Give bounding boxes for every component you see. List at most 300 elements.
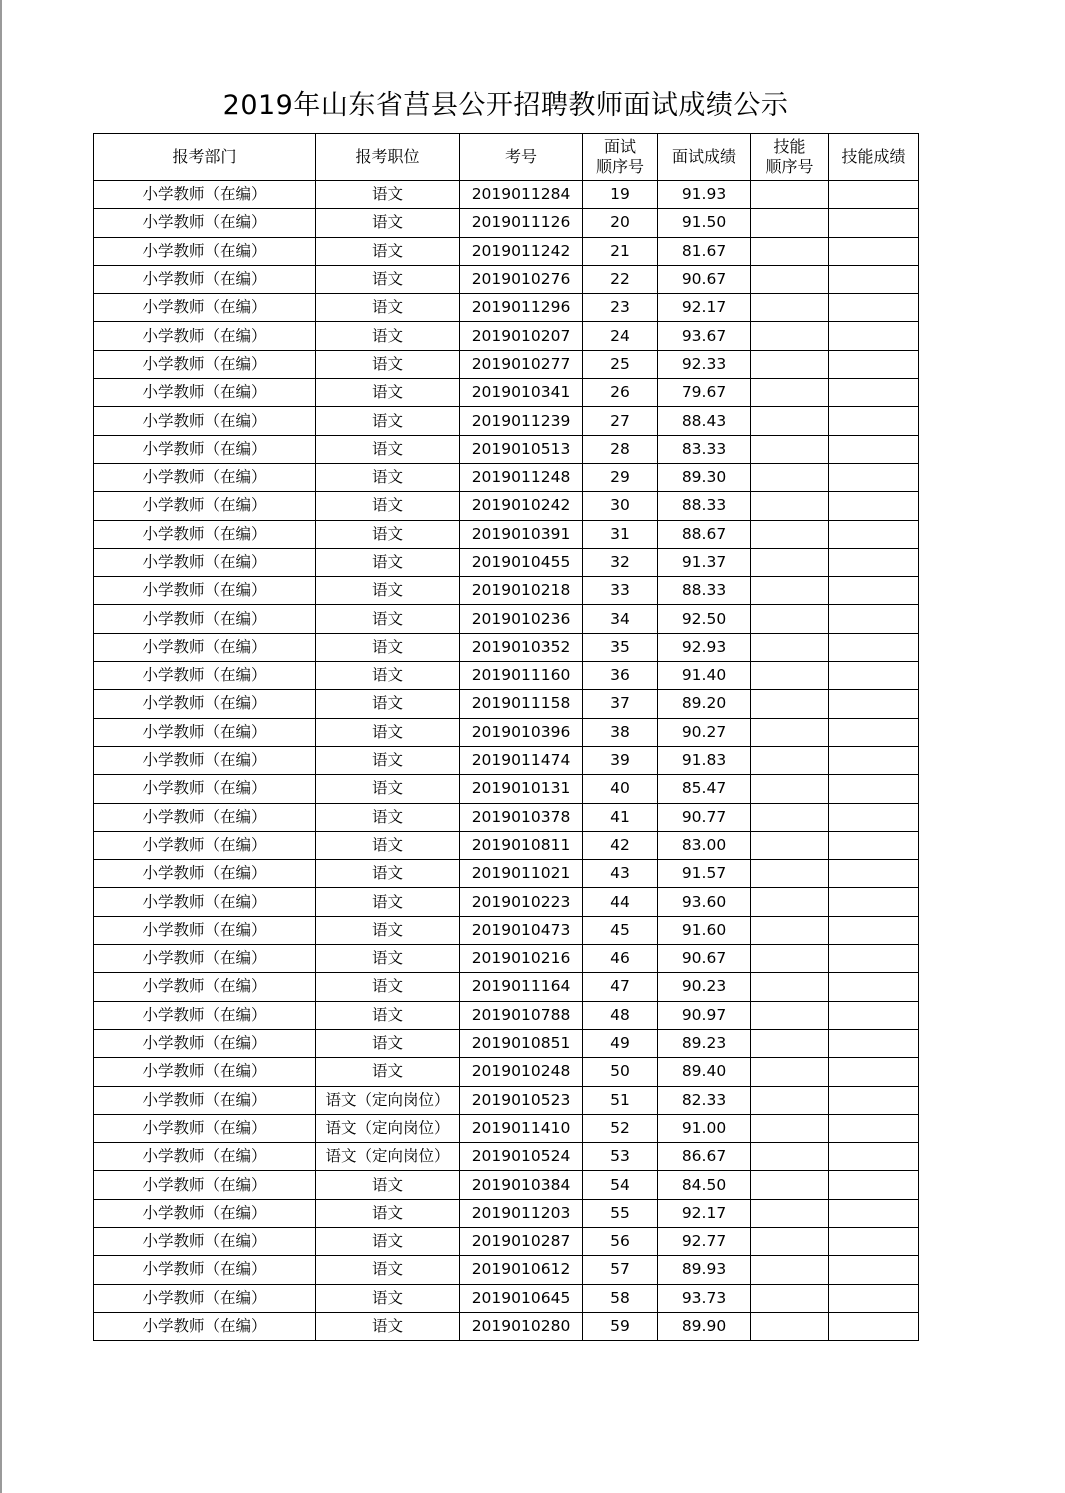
cell-position: 语文 bbox=[316, 916, 460, 944]
cell-skill-order bbox=[751, 407, 829, 435]
cell-exam-no: 2019011410 bbox=[460, 1114, 583, 1142]
header-skill-score: 技能成绩 bbox=[829, 134, 919, 181]
cell-dept: 小学教师（在编） bbox=[94, 1256, 316, 1284]
table-row bbox=[94, 237, 919, 265]
cell-skill-order bbox=[751, 265, 829, 293]
table-row bbox=[94, 1312, 919, 1340]
cell-skill-score bbox=[829, 350, 919, 378]
cell-interview-score: 91.83 bbox=[658, 746, 751, 774]
cell-position: 语文 bbox=[316, 718, 460, 746]
table-row bbox=[94, 1029, 919, 1057]
table-row bbox=[94, 746, 919, 774]
cell-exam-no: 2019010391 bbox=[460, 520, 583, 548]
cell-interview-order: 49 bbox=[583, 1029, 658, 1057]
cell-position: 语文 bbox=[316, 1312, 460, 1340]
cell-position: 语文 bbox=[316, 1227, 460, 1255]
cell-dept: 小学教师（在编） bbox=[94, 265, 316, 293]
cell-interview-score: 92.50 bbox=[658, 605, 751, 633]
cell-skill-order bbox=[751, 803, 829, 831]
cell-dept: 小学教师（在编） bbox=[94, 1171, 316, 1199]
cell-dept: 小学教师（在编） bbox=[94, 1227, 316, 1255]
cell-interview-order: 43 bbox=[583, 860, 658, 888]
cell-dept: 小学教师（在编） bbox=[94, 407, 316, 435]
cell-interview-order: 25 bbox=[583, 350, 658, 378]
table-row bbox=[94, 803, 919, 831]
cell-skill-score bbox=[829, 1001, 919, 1029]
cell-dept: 小学教师（在编） bbox=[94, 1001, 316, 1029]
cell-skill-score bbox=[829, 1143, 919, 1171]
cell-exam-no: 2019010276 bbox=[460, 265, 583, 293]
cell-skill-order bbox=[751, 1114, 829, 1142]
cell-skill-order bbox=[751, 350, 829, 378]
cell-position: 语文 bbox=[316, 209, 460, 237]
cell-skill-order bbox=[751, 209, 829, 237]
cell-position: 语文 bbox=[316, 775, 460, 803]
cell-exam-no: 2019010207 bbox=[460, 322, 583, 350]
table-row bbox=[94, 973, 919, 1001]
cell-skill-score bbox=[829, 1029, 919, 1057]
cell-interview-order: 52 bbox=[583, 1114, 658, 1142]
table-row bbox=[94, 718, 919, 746]
table-row bbox=[94, 1256, 919, 1284]
cell-exam-no: 2019011239 bbox=[460, 407, 583, 435]
cell-dept: 小学教师（在编） bbox=[94, 294, 316, 322]
cell-dept: 小学教师（在编） bbox=[94, 492, 316, 520]
cell-dept: 小学教师（在编） bbox=[94, 662, 316, 690]
cell-exam-no: 2019010645 bbox=[460, 1284, 583, 1312]
cell-dept: 小学教师（在编） bbox=[94, 1143, 316, 1171]
cell-skill-score bbox=[829, 1171, 919, 1199]
cell-interview-score: 89.93 bbox=[658, 1256, 751, 1284]
cell-interview-score: 92.77 bbox=[658, 1227, 751, 1255]
cell-interview-order: 40 bbox=[583, 775, 658, 803]
cell-dept: 小学教师（在编） bbox=[94, 463, 316, 491]
cell-interview-score: 89.23 bbox=[658, 1029, 751, 1057]
cell-position: 语文 bbox=[316, 379, 460, 407]
cell-skill-score bbox=[829, 831, 919, 859]
cell-position: 语文 bbox=[316, 831, 460, 859]
cell-position: 语文（定向岗位） bbox=[316, 1114, 460, 1142]
cell-skill-order bbox=[751, 718, 829, 746]
cell-dept: 小学教师（在编） bbox=[94, 831, 316, 859]
cell-dept: 小学教师（在编） bbox=[94, 633, 316, 661]
table-row bbox=[94, 407, 919, 435]
cell-exam-no: 2019010277 bbox=[460, 350, 583, 378]
cell-position: 语文 bbox=[316, 265, 460, 293]
cell-position: 语文 bbox=[316, 181, 460, 209]
cell-skill-score bbox=[829, 322, 919, 350]
cell-dept: 小学教师（在编） bbox=[94, 888, 316, 916]
cell-interview-score: 93.67 bbox=[658, 322, 751, 350]
cell-position: 语文 bbox=[316, 945, 460, 973]
table-row bbox=[94, 577, 919, 605]
cell-position: 语文 bbox=[316, 605, 460, 633]
cell-interview-score: 85.47 bbox=[658, 775, 751, 803]
interview-score-table bbox=[93, 133, 919, 1341]
cell-skill-order bbox=[751, 1058, 829, 1086]
cell-dept: 小学教师（在编） bbox=[94, 1199, 316, 1227]
header-dept: 报考部门 bbox=[94, 134, 316, 181]
cell-skill-order bbox=[751, 888, 829, 916]
cell-dept: 小学教师（在编） bbox=[94, 1114, 316, 1142]
cell-dept: 小学教师（在编） bbox=[94, 605, 316, 633]
cell-skill-score bbox=[829, 1284, 919, 1312]
cell-position: 语文 bbox=[316, 492, 460, 520]
cell-skill-score bbox=[829, 237, 919, 265]
table-row bbox=[94, 1227, 919, 1255]
table-row bbox=[94, 1171, 919, 1199]
cell-interview-order: 51 bbox=[583, 1086, 658, 1114]
cell-interview-order: 58 bbox=[583, 1284, 658, 1312]
table-row bbox=[94, 265, 919, 293]
cell-interview-score: 92.17 bbox=[658, 294, 751, 322]
cell-interview-score: 90.27 bbox=[658, 718, 751, 746]
cell-exam-no: 2019010242 bbox=[460, 492, 583, 520]
cell-position: 语文（定向岗位） bbox=[316, 1143, 460, 1171]
cell-skill-order bbox=[751, 690, 829, 718]
cell-skill-order bbox=[751, 1029, 829, 1057]
cell-skill-order bbox=[751, 1256, 829, 1284]
cell-interview-order: 47 bbox=[583, 973, 658, 1001]
cell-skill-score bbox=[829, 1086, 919, 1114]
header-skill-order-line2: 顺序号 bbox=[765, 157, 814, 176]
cell-interview-score: 93.60 bbox=[658, 888, 751, 916]
cell-interview-order: 21 bbox=[583, 237, 658, 265]
cell-dept: 小学教师（在编） bbox=[94, 1058, 316, 1086]
cell-position: 语文 bbox=[316, 1029, 460, 1057]
cell-interview-order: 36 bbox=[583, 662, 658, 690]
cell-exam-no: 2019010216 bbox=[460, 945, 583, 973]
cell-skill-order bbox=[751, 775, 829, 803]
cell-dept: 小学教师（在编） bbox=[94, 350, 316, 378]
cell-position: 语文 bbox=[316, 350, 460, 378]
cell-interview-order: 53 bbox=[583, 1143, 658, 1171]
cell-interview-score: 86.67 bbox=[658, 1143, 751, 1171]
cell-skill-score bbox=[829, 1114, 919, 1142]
cell-interview-order: 24 bbox=[583, 322, 658, 350]
cell-skill-order bbox=[751, 492, 829, 520]
cell-dept: 小学教师（在编） bbox=[94, 746, 316, 774]
table-row bbox=[94, 350, 919, 378]
cell-interview-order: 44 bbox=[583, 888, 658, 916]
cell-skill-score bbox=[829, 973, 919, 1001]
cell-skill-score bbox=[829, 945, 919, 973]
cell-position: 语文 bbox=[316, 690, 460, 718]
cell-interview-score: 90.67 bbox=[658, 265, 751, 293]
cell-skill-score bbox=[829, 888, 919, 916]
cell-interview-order: 46 bbox=[583, 945, 658, 973]
cell-exam-no: 2019010131 bbox=[460, 775, 583, 803]
cell-skill-score bbox=[829, 775, 919, 803]
cell-skill-order bbox=[751, 577, 829, 605]
cell-skill-order bbox=[751, 379, 829, 407]
cell-skill-order bbox=[751, 463, 829, 491]
cell-interview-order: 45 bbox=[583, 916, 658, 944]
cell-position: 语文 bbox=[316, 407, 460, 435]
cell-skill-score bbox=[829, 718, 919, 746]
table-header-row bbox=[94, 134, 919, 181]
cell-interview-score: 91.50 bbox=[658, 209, 751, 237]
cell-skill-order bbox=[751, 662, 829, 690]
cell-skill-score bbox=[829, 916, 919, 944]
cell-skill-order bbox=[751, 322, 829, 350]
cell-interview-order: 55 bbox=[583, 1199, 658, 1227]
cell-skill-order bbox=[751, 973, 829, 1001]
cell-interview-order: 30 bbox=[583, 492, 658, 520]
cell-interview-score: 89.90 bbox=[658, 1312, 751, 1340]
cell-exam-no: 2019010341 bbox=[460, 379, 583, 407]
cell-interview-order: 57 bbox=[583, 1256, 658, 1284]
table-row bbox=[94, 1284, 919, 1312]
cell-interview-order: 32 bbox=[583, 548, 658, 576]
cell-interview-score: 91.57 bbox=[658, 860, 751, 888]
cell-skill-order bbox=[751, 605, 829, 633]
cell-interview-order: 37 bbox=[583, 690, 658, 718]
cell-interview-score: 91.37 bbox=[658, 548, 751, 576]
cell-interview-score: 90.67 bbox=[658, 945, 751, 973]
header-skill-order bbox=[751, 134, 829, 181]
cell-skill-score bbox=[829, 1256, 919, 1284]
table-row bbox=[94, 1143, 919, 1171]
cell-exam-no: 2019010236 bbox=[460, 605, 583, 633]
cell-position: 语文 bbox=[316, 888, 460, 916]
cell-dept: 小学教师（在编） bbox=[94, 577, 316, 605]
cell-interview-score: 84.50 bbox=[658, 1171, 751, 1199]
cell-dept: 小学教师（在编） bbox=[94, 1312, 316, 1340]
header-exam-no: 考号 bbox=[460, 134, 583, 181]
cell-interview-order: 54 bbox=[583, 1171, 658, 1199]
cell-skill-score bbox=[829, 1058, 919, 1086]
cell-skill-score bbox=[829, 492, 919, 520]
cell-position: 语文 bbox=[316, 435, 460, 463]
table-row bbox=[94, 916, 919, 944]
cell-skill-order bbox=[751, 860, 829, 888]
header-interview-order bbox=[583, 134, 658, 181]
cell-exam-no: 2019011021 bbox=[460, 860, 583, 888]
cell-dept: 小学教师（在编） bbox=[94, 237, 316, 265]
cell-interview-score: 90.23 bbox=[658, 973, 751, 1001]
cell-interview-score: 83.00 bbox=[658, 831, 751, 859]
cell-interview-order: 48 bbox=[583, 1001, 658, 1029]
cell-interview-order: 56 bbox=[583, 1227, 658, 1255]
cell-exam-no: 2019011248 bbox=[460, 463, 583, 491]
cell-skill-order bbox=[751, 1227, 829, 1255]
table-row bbox=[94, 548, 919, 576]
cell-skill-order bbox=[751, 237, 829, 265]
cell-dept: 小学教师（在编） bbox=[94, 860, 316, 888]
cell-skill-order bbox=[751, 633, 829, 661]
header-interview-order-line2: 顺序号 bbox=[595, 157, 644, 176]
cell-skill-score bbox=[829, 1227, 919, 1255]
cell-dept: 小学教师（在编） bbox=[94, 1086, 316, 1114]
table-row bbox=[94, 945, 919, 973]
cell-position: 语文 bbox=[316, 1256, 460, 1284]
cell-position: 语文 bbox=[316, 463, 460, 491]
cell-interview-order: 50 bbox=[583, 1058, 658, 1086]
cell-position: 语文 bbox=[316, 294, 460, 322]
table-row bbox=[94, 435, 919, 463]
cell-interview-order: 27 bbox=[583, 407, 658, 435]
cell-skill-score bbox=[829, 605, 919, 633]
cell-skill-order bbox=[751, 548, 829, 576]
cell-skill-score bbox=[829, 520, 919, 548]
cell-exam-no: 2019010851 bbox=[460, 1029, 583, 1057]
cell-interview-score: 83.33 bbox=[658, 435, 751, 463]
cell-dept: 小学教师（在编） bbox=[94, 1284, 316, 1312]
cell-skill-order bbox=[751, 181, 829, 209]
cell-interview-order: 22 bbox=[583, 265, 658, 293]
cell-exam-no: 2019010248 bbox=[460, 1058, 583, 1086]
table-row bbox=[94, 1086, 919, 1114]
cell-skill-order bbox=[751, 294, 829, 322]
cell-interview-order: 23 bbox=[583, 294, 658, 322]
cell-skill-order bbox=[751, 1312, 829, 1340]
table-row bbox=[94, 492, 919, 520]
cell-position: 语文 bbox=[316, 803, 460, 831]
cell-skill-score bbox=[829, 265, 919, 293]
cell-skill-score bbox=[829, 407, 919, 435]
cell-skill-order bbox=[751, 1086, 829, 1114]
cell-exam-no: 2019011164 bbox=[460, 973, 583, 1001]
cell-dept: 小学教师（在编） bbox=[94, 803, 316, 831]
table-row bbox=[94, 633, 919, 661]
cell-dept: 小学教师（在编） bbox=[94, 718, 316, 746]
cell-exam-no: 2019010396 bbox=[460, 718, 583, 746]
cell-interview-score: 88.43 bbox=[658, 407, 751, 435]
table-row bbox=[94, 520, 919, 548]
cell-skill-order bbox=[751, 746, 829, 774]
cell-interview-order: 39 bbox=[583, 746, 658, 774]
table-row bbox=[94, 1058, 919, 1086]
cell-interview-score: 89.30 bbox=[658, 463, 751, 491]
cell-interview-order: 29 bbox=[583, 463, 658, 491]
cell-skill-score bbox=[829, 181, 919, 209]
cell-position: 语文（定向岗位） bbox=[316, 1086, 460, 1114]
cell-exam-no: 2019010513 bbox=[460, 435, 583, 463]
cell-dept: 小学教师（在编） bbox=[94, 181, 316, 209]
cell-skill-score bbox=[829, 633, 919, 661]
cell-interview-score: 88.67 bbox=[658, 520, 751, 548]
cell-dept: 小学教师（在编） bbox=[94, 775, 316, 803]
cell-skill-score bbox=[829, 690, 919, 718]
cell-dept: 小学教师（在编） bbox=[94, 379, 316, 407]
table-row bbox=[94, 831, 919, 859]
cell-interview-score: 89.40 bbox=[658, 1058, 751, 1086]
cell-interview-order: 20 bbox=[583, 209, 658, 237]
header-position: 报考职位 bbox=[316, 134, 460, 181]
cell-skill-order bbox=[751, 916, 829, 944]
table-row bbox=[94, 662, 919, 690]
cell-exam-no: 2019011126 bbox=[460, 209, 583, 237]
cell-dept: 小学教师（在编） bbox=[94, 945, 316, 973]
cell-position: 语文 bbox=[316, 1199, 460, 1227]
cell-skill-order bbox=[751, 1171, 829, 1199]
cell-interview-order: 38 bbox=[583, 718, 658, 746]
table-row bbox=[94, 1199, 919, 1227]
table-row bbox=[94, 860, 919, 888]
cell-interview-score: 88.33 bbox=[658, 492, 751, 520]
cell-exam-no: 2019010280 bbox=[460, 1312, 583, 1340]
page-left-edge bbox=[0, 0, 2, 1493]
cell-position: 语文 bbox=[316, 1284, 460, 1312]
cell-exam-no: 2019011160 bbox=[460, 662, 583, 690]
cell-skill-score bbox=[829, 860, 919, 888]
cell-exam-no: 2019010788 bbox=[460, 1001, 583, 1029]
cell-dept: 小学教师（在编） bbox=[94, 973, 316, 1001]
cell-exam-no: 2019010384 bbox=[460, 1171, 583, 1199]
cell-skill-score bbox=[829, 209, 919, 237]
cell-position: 语文 bbox=[316, 1001, 460, 1029]
cell-dept: 小学教师（在编） bbox=[94, 1029, 316, 1057]
table-row bbox=[94, 181, 919, 209]
cell-exam-no: 2019010223 bbox=[460, 888, 583, 916]
cell-exam-no: 2019010378 bbox=[460, 803, 583, 831]
cell-interview-order: 35 bbox=[583, 633, 658, 661]
cell-skill-score bbox=[829, 746, 919, 774]
cell-skill-order bbox=[751, 945, 829, 973]
cell-interview-score: 81.67 bbox=[658, 237, 751, 265]
cell-skill-score bbox=[829, 1199, 919, 1227]
table-row bbox=[94, 775, 919, 803]
cell-interview-order: 34 bbox=[583, 605, 658, 633]
cell-exam-no: 2019010612 bbox=[460, 1256, 583, 1284]
table-body bbox=[94, 181, 919, 1341]
table-row bbox=[94, 209, 919, 237]
cell-skill-score bbox=[829, 435, 919, 463]
cell-skill-score bbox=[829, 463, 919, 491]
cell-skill-score bbox=[829, 379, 919, 407]
cell-position: 语文 bbox=[316, 548, 460, 576]
cell-interview-score: 90.77 bbox=[658, 803, 751, 831]
cell-position: 语文 bbox=[316, 633, 460, 661]
header-interview-order-line1: 面试 bbox=[603, 137, 636, 156]
cell-exam-no: 2019010287 bbox=[460, 1227, 583, 1255]
cell-interview-score: 92.17 bbox=[658, 1199, 751, 1227]
cell-exam-no: 2019010523 bbox=[460, 1086, 583, 1114]
cell-interview-score: 93.73 bbox=[658, 1284, 751, 1312]
cell-interview-score: 92.93 bbox=[658, 633, 751, 661]
cell-exam-no: 2019011296 bbox=[460, 294, 583, 322]
cell-interview-score: 92.33 bbox=[658, 350, 751, 378]
header-skill-order-line1: 技能 bbox=[773, 137, 806, 156]
cell-skill-order bbox=[751, 1143, 829, 1171]
cell-dept: 小学教师（在编） bbox=[94, 435, 316, 463]
cell-dept: 小学教师（在编） bbox=[94, 209, 316, 237]
cell-dept: 小学教师（在编） bbox=[94, 322, 316, 350]
cell-position: 语文 bbox=[316, 577, 460, 605]
cell-dept: 小学教师（在编） bbox=[94, 916, 316, 944]
cell-skill-order bbox=[751, 520, 829, 548]
cell-exam-no: 2019011242 bbox=[460, 237, 583, 265]
cell-interview-score: 79.67 bbox=[658, 379, 751, 407]
cell-skill-order bbox=[751, 1199, 829, 1227]
cell-interview-order: 19 bbox=[583, 181, 658, 209]
cell-interview-score: 89.20 bbox=[658, 690, 751, 718]
cell-skill-score bbox=[829, 548, 919, 576]
cell-dept: 小学教师（在编） bbox=[94, 520, 316, 548]
cell-exam-no: 2019011158 bbox=[460, 690, 583, 718]
table-row bbox=[94, 605, 919, 633]
cell-interview-score: 91.60 bbox=[658, 916, 751, 944]
cell-position: 语文 bbox=[316, 1058, 460, 1086]
cell-exam-no: 2019011284 bbox=[460, 181, 583, 209]
cell-exam-no: 2019010524 bbox=[460, 1143, 583, 1171]
table-row bbox=[94, 888, 919, 916]
cell-interview-order: 59 bbox=[583, 1312, 658, 1340]
cell-position: 语文 bbox=[316, 860, 460, 888]
cell-exam-no: 2019010352 bbox=[460, 633, 583, 661]
cell-interview-order: 41 bbox=[583, 803, 658, 831]
